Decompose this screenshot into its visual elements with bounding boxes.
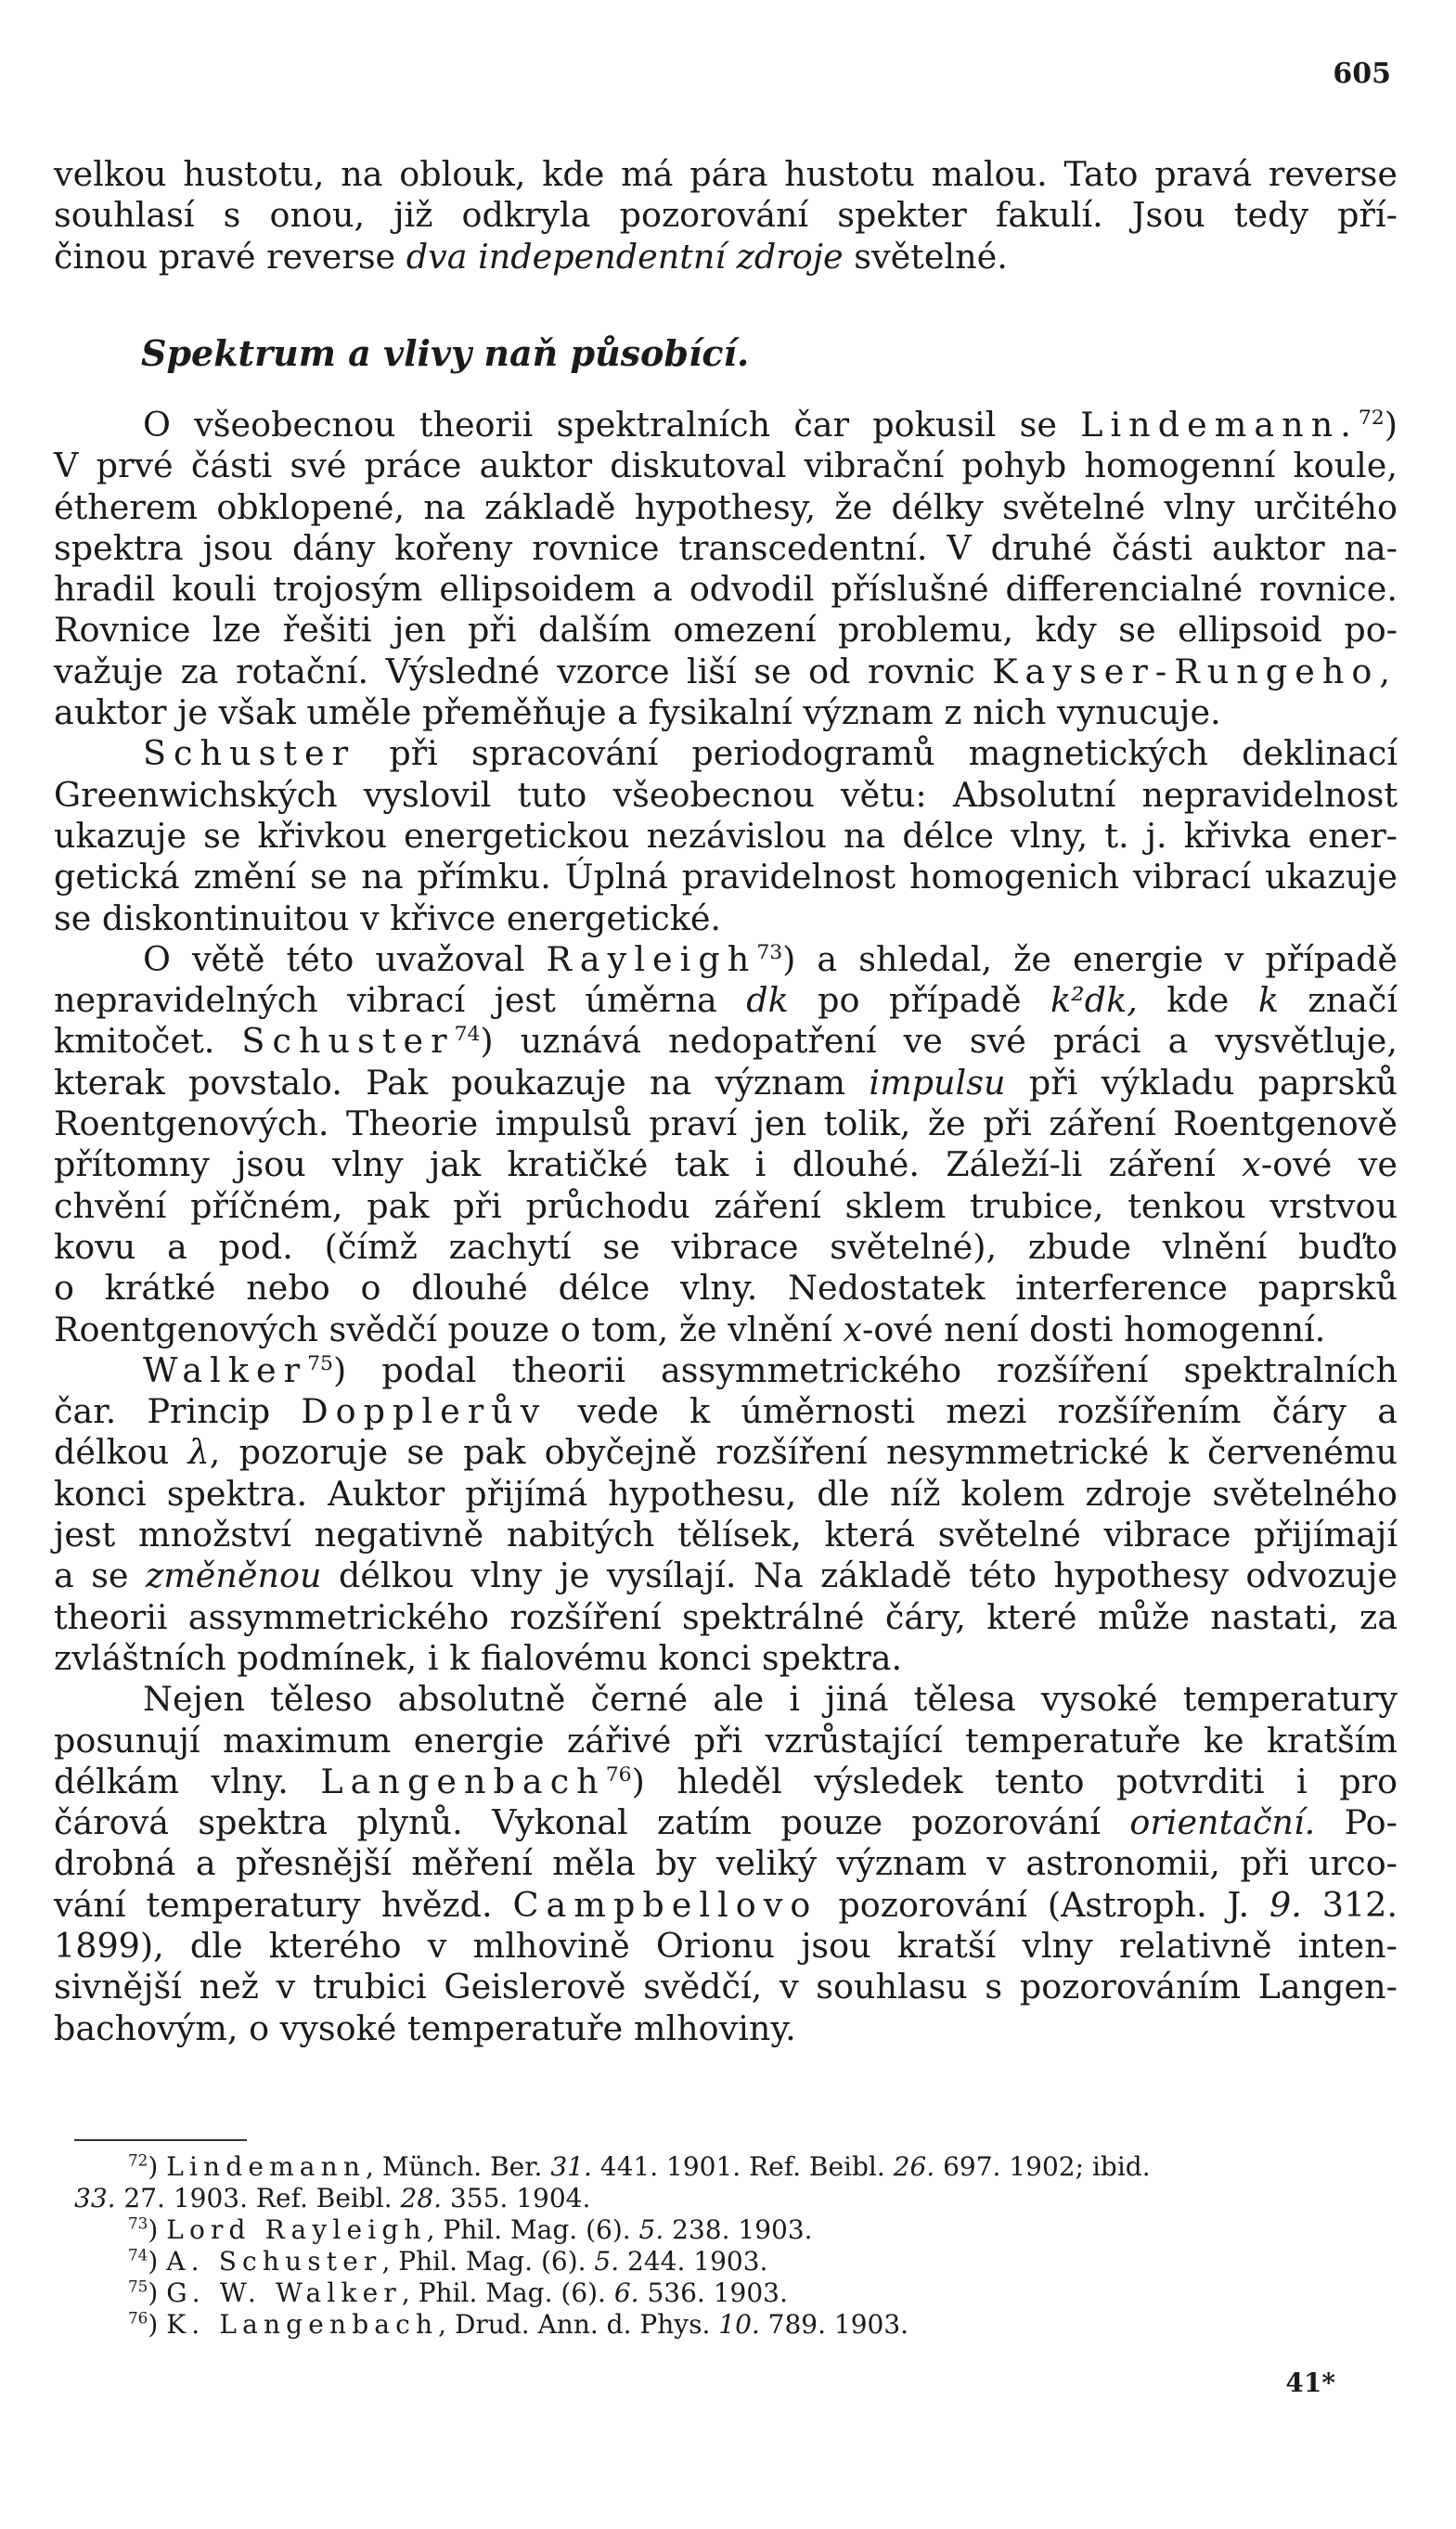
emphasis: λ: [187, 1432, 210, 1473]
emphasis: x: [843, 1309, 863, 1349]
footnote-73: $^{73}$) Lord Rayleigh, Phil. Mag. (6). 5. 238. 1903.: [128, 2213, 813, 2245]
footnotes: [74, 2151, 1373, 2341]
text-line: Nejen těleso absolutně černé ale i jiná tělesa vysoké temperatury: [143, 1679, 1398, 1720]
article-body: [54, 154, 1398, 277]
emphasis: změněnou: [145, 1555, 322, 1596]
text-line: délkám vlny. Langenbach$^{76}$) hleděl výsledek tento potvrditi i pro: [54, 1761, 1398, 1801]
paragraph-lindemann: [54, 405, 1398, 2049]
footnote-76: $^{76}$) K. Langenbach, Drud. Ann. d. Phys. 10. 789. 1903.: [128, 2308, 909, 2340]
text-line: O všeobecnou theorii spektralních čar pokusil se Lindemann.$^{72}$): [143, 405, 1398, 445]
text-line: getická změní se na přímku. Úplná pravidelnost homogenich vibrací ukazuje: [54, 857, 1398, 897]
text-line: drobná a přesnější měření měla by veliký význam v astronomii, při urco-: [54, 1843, 1398, 1884]
emphasis: 9.: [1269, 1884, 1302, 1925]
signature-mark: 41*: [1285, 2368, 1335, 2398]
emphasis: orientační.: [1129, 1802, 1316, 1843]
text-line: Schuster při spracování periodogramů magnetických deklinací: [143, 733, 1398, 774]
text-line: nepravidelných vibrací jest úměrna dk po případě k²dk, kde k značí: [54, 980, 1398, 1021]
author-name: Lindemann: [166, 2151, 367, 2182]
text-line: Roentgenových. Theorie impulsů praví jen tolik, že při záření Roentgenově: [54, 1103, 1398, 1144]
author-name: Kayser-Rungeho,: [992, 651, 1398, 691]
text-line: V prvé části své práce auktor diskutoval vibrační pohyb homogenní koule,: [54, 445, 1398, 486]
text-line: zvláštních podmínek, i k fialovému konci spektra.: [54, 1637, 903, 1678]
text-line: čar. Princip Dopplerův vede k úměrnosti mezi rozšířením čáry a: [54, 1391, 1398, 1432]
text-line: vání temperatury hvězd. Campbellovo pozorování (Astroph. J. 9. 312.: [54, 1884, 1398, 1925]
text-line: se diskontinuitou v křivce energetické.: [54, 897, 722, 938]
text-line: chvění příčném, pak při průchodu záření sklem trubice, tenkou vrstvou: [54, 1185, 1398, 1226]
author-name: Campbellovo: [512, 1884, 818, 1925]
author-name: K. Langenbach: [166, 2309, 439, 2340]
author-name: Lindemann.: [1080, 405, 1359, 445]
text-line: važuje za rotační. Výsledné vzorce liší se od rovnic Kayser-Rungeho,: [54, 651, 1398, 691]
text-line: bachovým, o vysoké temperatuře mlhoviny.: [54, 2007, 796, 2048]
emphasis: k²dk,: [1050, 980, 1138, 1021]
text-line: činou pravé reverse dva independentní zdroje světelné.: [54, 236, 1008, 277]
text-line: étherem obklopené, na základě hypothesy, že délky světelné vlny určitého: [54, 486, 1398, 527]
page-number: 605: [1333, 58, 1391, 90]
author-name: Schuster: [143, 733, 356, 774]
text-line: jest množství negativně nabitých tělísek, která světelné vibrace přijímají: [54, 1515, 1398, 1555]
text-line: souhlasí s onou, již odkryla pozorování spekter fakulí. Jsou tedy pří-: [54, 195, 1398, 236]
footnote-72-continued: 33. 27. 1903. Ref. Beibl. 28. 355. 1904.: [74, 2183, 591, 2213]
author-name: G. W. Walker: [166, 2277, 402, 2308]
author-name: Lord Rayleigh: [166, 2214, 427, 2245]
text-line: posunují maximum energie zářivé při vzrůstající temperatuře ke kratším: [54, 1720, 1398, 1761]
author-name: A. Schuster: [166, 2246, 382, 2277]
section-heading: Spektrum a vlivy naň působící.: [141, 332, 750, 374]
text-line: konci spektra. Auktor přijímá hypothesu, dle níž kolem zdroje světelného: [54, 1473, 1398, 1514]
footnote-divider: [74, 2139, 247, 2141]
text-line: přítomny jsou vlny jak kratičké tak i dlouhé. Záleží-li záření x-ové ve: [54, 1144, 1398, 1185]
author-name: Rayleigh: [546, 938, 757, 979]
text-line: čárová spektra plynů. Vykonal zatím pouze pozorování orientační. Po-: [54, 1802, 1398, 1843]
text-line: auktor je však uměle přeměňuje a fysikalní význam z nich vynucuje.: [54, 692, 1221, 733]
text-line: Greenwichských vyslovil tuto všeobecnou větu: Absolutní nepravidelnost: [54, 774, 1398, 815]
author-name: Langenbach: [320, 1761, 606, 1801]
footnote-72: $^{72}$) Lindemann, Münch. Ber. 31. 441. 1901. Ref. Beibl. 26. 697. 1902; ibid.: [128, 2150, 1151, 2182]
emphasis: x: [1242, 1144, 1261, 1185]
footnote-74: $^{74}$) A. Schuster, Phil. Mag. (6). 5. 244. 1903.: [128, 2245, 768, 2277]
text-line: délkou λ, pozoruje se pak obyčejně rozšíření nesymmetrické k červenému: [54, 1432, 1398, 1473]
footnote-75: $^{75}$) G. W. Walker, Phil. Mag. (6). 6. 536. 1903.: [128, 2277, 788, 2308]
emphasis: dva independentní zdroje: [406, 236, 844, 277]
text-line: sivnější než v trubici Geislerově svědčí, v souhlasu s pozorováním Langen-: [54, 1967, 1398, 2007]
emphasis: dk: [746, 980, 789, 1021]
text-line: spektra jsou dány kořeny rovnice transcedentní. V druhé části auktor na-: [54, 527, 1398, 568]
emphasis: k: [1257, 980, 1279, 1021]
text-line: o krátké nebo o dlouhé délce vlny. Nedostatek interference paprsků: [54, 1268, 1398, 1309]
text-line: Rovnice lze řešiti jen při dalším omezení problemu, kdy se ellipsoid po-: [54, 610, 1398, 651]
text-line: kovu a pod. (čímž zachytí se vibrace světelné), zbude vlnění buďto: [54, 1226, 1398, 1267]
author-name: Schuster: [241, 1021, 455, 1062]
text-line: a se změněnou délkou vlny je vysílají. Na základě této hypothesy odvozuje: [54, 1555, 1398, 1596]
text-line: theorii assymmetrického rozšíření spektrálné čáry, které může nastati, za: [54, 1596, 1398, 1637]
emphasis: impulsu: [869, 1062, 1006, 1103]
text-line: 1899), dle kterého v mlhovině Orionu jsou kratší vlny relativně inten-: [54, 1925, 1398, 1966]
author-name: Walker: [143, 1349, 308, 1390]
author-name: Dopplerův: [301, 1391, 548, 1432]
text-line: hradil kouli trojosým ellipsoidem a odvodil příslušné differencialné rovnice.: [54, 569, 1398, 610]
text-line: kterak povstalo. Pak poukazuje na význam impulsu při výkladu paprsků: [54, 1062, 1398, 1103]
text-line: Walker$^{75}$) podal theorii assymmetrického rozšíření spektralních: [143, 1349, 1398, 1390]
text-line: velkou hustotu, na oblouk, kde má pára hustotu malou. Tato pravá reverse: [54, 154, 1398, 194]
text-line: kmitočet. Schuster$^{74}$) uznává nedopatření ve své práci a vysvětluje,: [54, 1021, 1398, 1062]
text-line: O větě této uvažoval Rayleigh$^{73}$) a shledal, že energie v případě: [143, 938, 1398, 979]
text-line: Roentgenových svědčí pouze o tom, že vlnění x-ové není dosti homogenní.: [54, 1309, 1326, 1349]
text-line: ukazuje se křivkou energetickou nezávislou na délce vlny, t. j. křivka ener-: [54, 815, 1398, 856]
